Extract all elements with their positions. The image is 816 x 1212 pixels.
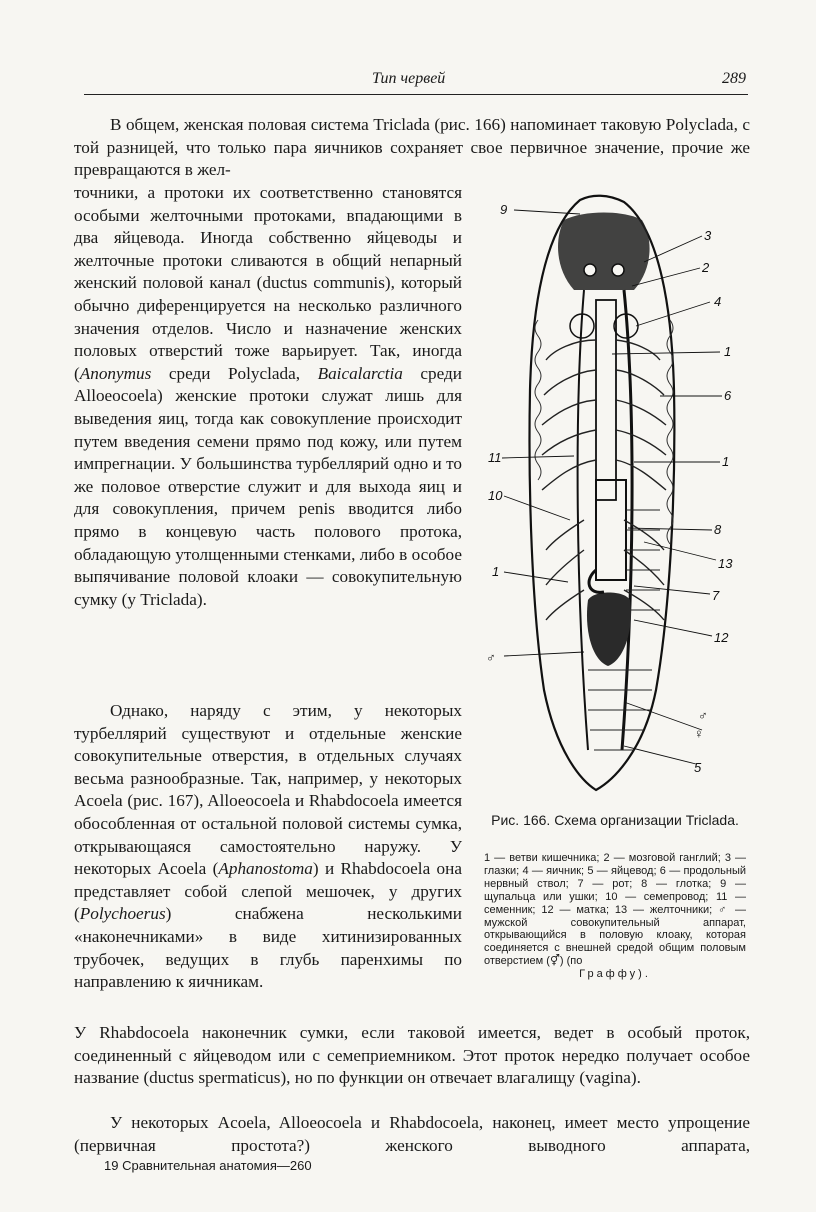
paragraph-2-wrapped [74, 700, 462, 994]
p1-text-c: среди Alloeocoela) женские протоки служат лишь для выведения яиц, тогда как совокупление происходит путем введения семени прямо под кожу, или путем импрегнации. У большинства турбеллярий одно и то же половое отверстие служит и для выхода яиц и для совокупления, причем penis вводится либо прямо в концевую часть полового протока, обладающую утолщенными стенками, либо в особое выпячивание половой клоаки — совокупительную сумку (у Triclada). [74, 363, 462, 609]
figure-legend-credit: Граффу). [579, 968, 651, 981]
gut-trunk [596, 300, 616, 500]
p1-text-a: точники, а протоки их соответственно становятся особыми желточными протоками, впадающими в два яйцевода. Иногда собственно яйцеводы и желточные протоки сливаются в общий непарный женский половой канал (ductus communis), который обычно диференцируется на несколько различного значения отделов. Число и назначение женских половых отверстий тоже варьирует. Так, иногда ( [74, 183, 462, 383]
fig-label-female: ♀ [694, 726, 704, 741]
page-number: 289 [722, 70, 746, 87]
fig-label-11: 11 [488, 450, 502, 465]
fig-label-4: 4 [714, 294, 722, 309]
paragraph-3: У некоторых Acoela, Alloeocoela и Rhabdocoela, наконец, имеет место упрощение (первичная простота?) женского выводного аппарата, [74, 1113, 750, 1155]
fig-label-9: 9 [500, 202, 508, 217]
fig-label-5: 5 [694, 760, 702, 775]
paragraph-2-continuation: У Rhabdocoela наконечник сумки, если таковой имеется, ведет в особый проток, соединенный с яйцеводом или с семеприемником. Этот проток нередко получает особое название (ductus spermaticus), но по функции он отвечает влагалищу (vagina). [74, 1023, 750, 1088]
fig-label-12: 12 [714, 630, 729, 645]
genus-anonymus: Anonymus [79, 363, 152, 383]
figure-166-triclada-diagram [484, 190, 760, 810]
head-region [558, 213, 650, 291]
fig-label-7: 7 [712, 588, 720, 603]
fig-label-3: 3 [704, 228, 712, 243]
eye-left [584, 264, 596, 276]
eye-right [612, 264, 624, 276]
fig-label-male-left: ♂ [486, 650, 496, 665]
copulatory-apparatus [587, 593, 631, 667]
fig-label-8: 8 [714, 522, 722, 537]
footer-signature: 19 Сравнительная анатомия—260 [104, 1158, 312, 1173]
figure-caption: Рис. 166. Схема организации Triclada. [491, 812, 739, 828]
paragraph-1-full-width: В общем, женская половая система Triclada (рис. 166) напоминает таковую Polyclada, с той разницей, что только пара яичников сохраняет свое первичное значение, прочие же превращаются в жел- [74, 115, 750, 180]
paragraph-1-wrapped [74, 182, 462, 611]
fig-label-1b: 1 [722, 454, 730, 469]
pharynx [596, 480, 626, 580]
p2-text-c: ) снабжена несколькими «наконечниками» в виде хитинизированных трубочек, ведущих в глубь паренхимы по направлению к яичникам. [74, 904, 462, 992]
p2-text-b: ) и Rhabdocoela она представляет собой слепой мешочек, у других ( [74, 859, 462, 924]
label-leaders [502, 210, 722, 764]
running-header [84, 68, 748, 95]
fig-label-2: 2 [702, 260, 710, 275]
p2-text-a: Однако, наряду с этим, у некоторых турбеллярий существуют и отдельные женские совокупительные отверстия, в отдельных случаях весьма разнообразные. Так, например, у некоторых Acoela (рис. 167), Alloeocoela и Rhabdocoela имеется обособленная от остальной половой системы сумка, открывающаяся самостоятельно наружу. У некоторых Acoela ( [74, 701, 462, 879]
fig-label-1a: 1 [724, 344, 732, 359]
fig-label-male-right: ♂ [698, 708, 708, 723]
genus-polychoerus: Polychoerus [79, 904, 166, 924]
figure-legend-text: 1 — ветви кишечника; 2 — мозговой ганглий; 3 — глазки; 4 — яичник; 5 — яйцевод; 6 — продольный нервный ствол; 7 — рот; 8 — глотка; 9 — щупальца или ушки; 10 — семепровод; 11 — семенник; 12 — матка; 13 — желточники; ♂ — мужской совокупительный аппарат, открывающийся в половую клоаку, которая соединяется с внешней средой общим половым отверстием (⚥) (по [484, 852, 746, 968]
figure-legend [484, 852, 746, 981]
running-title: Тип червей [372, 70, 446, 87]
fig-label-1c: 1 [492, 564, 500, 579]
nerve-cord-right [622, 290, 632, 750]
fig-label-6: 6 [724, 388, 732, 403]
genus-aphanostoma: Aphanostoma [218, 859, 313, 879]
genus-baicalarctia: Baicalarctia [317, 363, 403, 383]
p1-text-b: среди Polyclada, [151, 363, 318, 383]
fig-label-13: 13 [718, 556, 733, 571]
fig-label-10: 10 [488, 488, 503, 503]
